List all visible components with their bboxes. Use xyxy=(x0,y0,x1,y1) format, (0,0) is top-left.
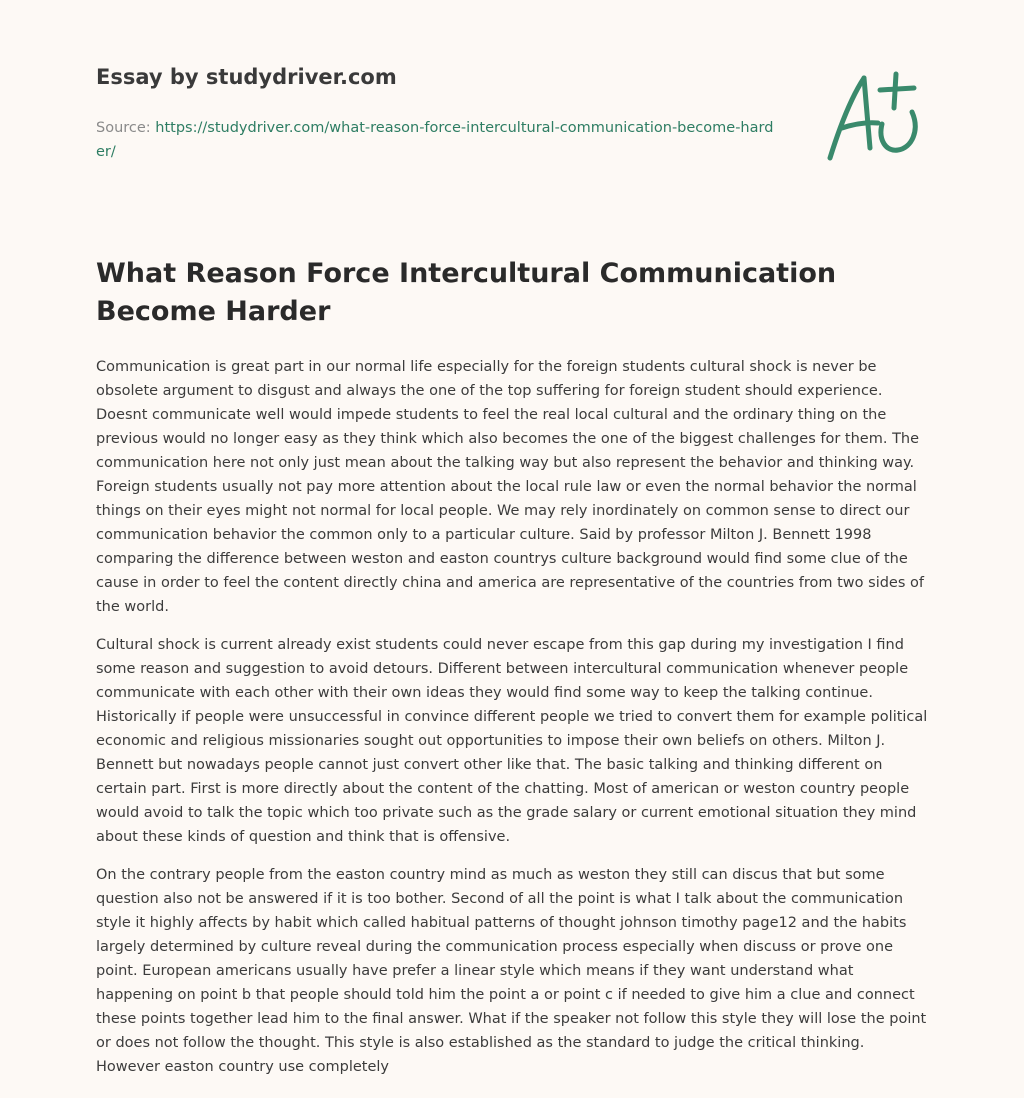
source-label: Source: xyxy=(96,120,151,136)
essay-paragraph: On the contrary people from the easton country mind as much as weston they still can discus that but some question also not be answered if it is too bother. Second of all the point is what I talk about the communication style it highly affects by habit which called habitual patterns of thought johnson timothy page12 and the habits largely determined by culture reveal during the communication process especially when discuss or prove one point. European americans usually have prefer a linear style which means if they want understand what happening on point b that people should told him the point a or point c if needed to give him a clue and connect these points together lead him to the final answer. What if the speaker not follow this style they will lose the point or does not follow the thought. This style is also established as the standard to judge the critical thinking. However easton country use completely xyxy=(96,867,927,1075)
essay-title: What Reason Force Intercultural Communication Become Harder xyxy=(96,258,837,327)
essay-paragraph: Cultural shock is current already exist students could never escape from this gap during my investigation I find some reason and suggestion to avoid detours. Different between intercultural communication whenever people communicate with each other with their own ideas they would find some way to keep the talking continue. Historically if people were unsuccessful in convince different people we tried to convert them for example political economic and religious missionaries sought out opportunities to impose their own beliefs on others. Milton J. Bennett but nowadays people cannot just convert other like that. The basic talking and thinking different on certain part. First is more directly about the content of the chatting. Most of american or weston country people would avoid to talk the topic which too private such as the grade salary or current emotional situation they mind about these kinds of question and think that is offensive. xyxy=(96,637,928,845)
a-plus-logo-icon xyxy=(820,66,932,166)
essay-paragraph: Communication is great part in our normal life especially for the foreign students cultural shock is never be obsolete argument to disgust and always the one of the top suffering for foreign student should experience. Doesnt communicate well would impede students to feel the real local cultural and the ordinary thing on the previous would no longer easy as they think which also becomes the one of the biggest challenges for them. The communication here not only just mean about the talking way but also represent the behavior and thinking way. Foreign students usually not pay more attention about the local rule law or even the normal behavior the normal things on their eyes might not normal for local people. We may rely inordinately on common sense to direct our communication behavior the common only to a particular culture. Said by professor Milton J. Bennett 1998 comparing the difference between weston and easton countrys culture background would find some clue of the cause in order to feel the content directly china and america are representative of the countries from two sides of the world. xyxy=(96,359,924,615)
essay-body xyxy=(96,355,930,1093)
essay-header xyxy=(96,62,796,164)
site-title: Essay by studydriver.com xyxy=(96,65,397,89)
a-plus-logo xyxy=(820,66,932,166)
source-line xyxy=(96,116,776,164)
source-link[interactable]: https://studydriver.com/what-reason-force-intercultural-communication-become-harder/ xyxy=(96,120,774,160)
